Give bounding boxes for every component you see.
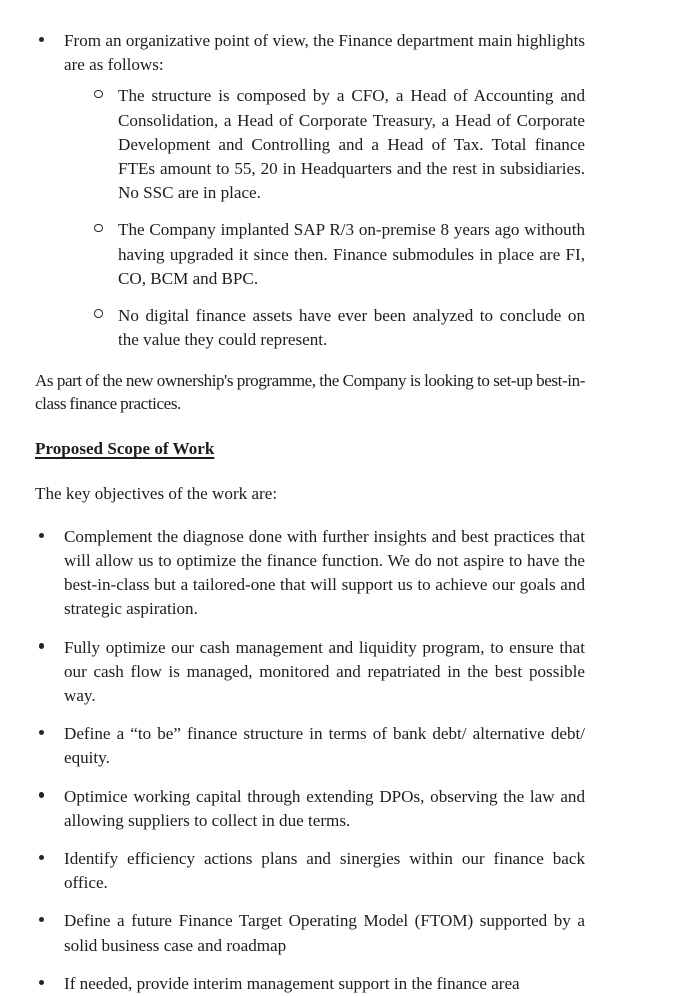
scope-bullet-ftom: Define a future Finance Target Operating Model (FTOM) supported by a solid business case and roadmap	[64, 911, 585, 955]
organizative-view-list	[35, 29, 585, 352]
sub-bullet-text-structure: The structure is composed by a CFO, a Head of Accounting and Consolidation, a Head of Corporate Treasury, a Head of Corporate Development and Controlling and a Head of Tax. Total finance FTEs amount to 55, 20 in Headquarters and the rest in subsidiaries. No SSC are in place.	[118, 86, 585, 203]
list-item	[35, 29, 585, 352]
bullet-disc-icon	[39, 972, 53, 996]
sub-bullet-text-sap: The Company implanted SAP R/3 on-premise 8 years ago withouth having upgraded it since then. Finance submodules in place are FI, CO, BCM and BPC.	[118, 220, 585, 288]
scope-bullet-to-be-structure: Define a “to be” finance structure in terms of bank debt/ alternative debt/ equity.	[64, 724, 585, 768]
bullet-disc-icon	[39, 29, 53, 53]
bullet-disc-icon	[39, 847, 53, 871]
ownership-paragraph: As part of the new ownership's programme, the Company is looking to set-up best-in-class finance practices.	[35, 371, 585, 414]
scope-bullet-complement: Complement the diagnose done with further insights and best practices that will allow us to optimize the finance function. We do not aspire to have the best-in-class but a tailored-one that will support us to achieve our goals and strategic aspiration.	[64, 526, 585, 619]
scope-heading-wrap	[35, 437, 585, 461]
bullet-disc-icon	[39, 785, 53, 809]
list-item	[94, 304, 585, 352]
list-item	[35, 972, 585, 996]
list-item	[35, 722, 585, 770]
bullet-disc-icon	[39, 525, 53, 549]
bullet-disc-icon	[39, 909, 53, 933]
list-item	[35, 636, 585, 709]
page-title: Proposed Scope of Work	[35, 439, 215, 459]
bullet-disc-icon	[39, 636, 53, 660]
lead-bullet-text: From an organizative point of view, the Finance department main highlights are as follows:	[64, 31, 585, 75]
bullet-circle-icon	[94, 304, 103, 328]
scope-bullet-working-capital: Optimice working capital through extending DPOs, observing the law and allowing suppliers to collect in due terms.	[64, 786, 585, 830]
scope-bullet-efficiency: Identify efficiency actions plans and sinergies within our finance back office.	[64, 849, 585, 893]
list-item	[94, 218, 585, 291]
list-item	[94, 84, 585, 205]
scope-of-work-list	[35, 525, 585, 996]
list-item	[35, 847, 585, 895]
scope-bullet-interim-management: If needed, provide interim management support in the finance area	[64, 973, 520, 993]
scope-intro-text: The key objectives of the work are:	[35, 483, 278, 503]
list-item	[35, 909, 585, 957]
bullet-circle-icon	[94, 84, 103, 108]
list-item	[35, 785, 585, 833]
bullet-disc-icon	[39, 722, 53, 746]
bullet-circle-icon	[94, 218, 103, 242]
organizative-view-sublist	[64, 84, 585, 352]
list-item	[35, 525, 585, 622]
scope-bullet-cash-management: Fully optimize our cash management and liquidity program, to ensure that our cash flow is managed, monitored and repatriated in the best possible way.	[64, 637, 585, 706]
sub-bullet-text-digital-assets: No digital finance assets have ever been analyzed to conclude on the value they could represent.	[118, 306, 585, 350]
